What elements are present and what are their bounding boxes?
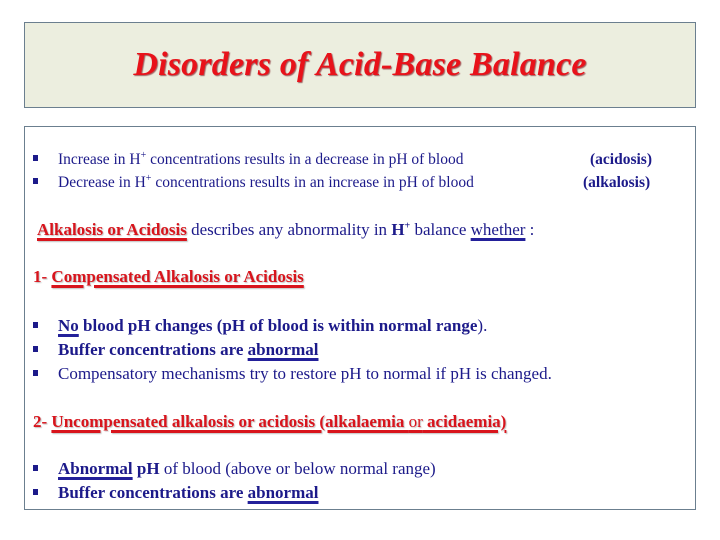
text: concentrations results in an increase in pH of blood bbox=[151, 174, 474, 191]
text: Abnormal bbox=[58, 459, 133, 478]
text: describes any abnormality in bbox=[186, 220, 392, 239]
text: acidaemia) bbox=[422, 412, 507, 431]
text: Compensatory mechanisms try to restore pH to normal if pH is changed. bbox=[58, 364, 552, 383]
superscript: + bbox=[140, 149, 147, 161]
text: balance bbox=[410, 220, 471, 239]
text: abnormal bbox=[247, 483, 319, 502]
bullet-icon bbox=[33, 370, 38, 376]
section-number: 1- bbox=[33, 267, 52, 286]
section2-heading bbox=[33, 412, 506, 432]
superscript: + bbox=[404, 220, 411, 232]
section1-bullet-3 bbox=[33, 364, 552, 384]
text: Buffer concentrations are bbox=[58, 340, 248, 359]
text: No bbox=[58, 316, 79, 335]
text: Uncompensated alkalosis or acidosis (alkalaemia bbox=[51, 412, 409, 431]
section2-bullet-2 bbox=[33, 483, 318, 503]
alkalosis-tag: (alkalosis) bbox=[583, 174, 651, 191]
bullet-icon bbox=[33, 489, 38, 495]
bullet-icon bbox=[33, 346, 38, 352]
content-box bbox=[24, 126, 696, 510]
superscript: + bbox=[145, 172, 152, 184]
text: concentrations results in a decrease in pH of blood bbox=[146, 151, 464, 168]
intro-bullet-2 bbox=[33, 174, 474, 192]
section-number: 2- bbox=[33, 412, 52, 431]
bullet-icon bbox=[33, 465, 38, 471]
definition-term: Alkalosis or Acidosis bbox=[37, 220, 187, 239]
text: Decrease in H bbox=[58, 174, 146, 191]
text: abnormal bbox=[247, 340, 319, 359]
definition-line bbox=[37, 220, 534, 240]
text: Buffer concentrations are bbox=[58, 483, 248, 502]
whether-word: whether bbox=[470, 220, 526, 239]
bullet-icon bbox=[33, 322, 38, 328]
bullet-icon bbox=[33, 178, 38, 184]
section2-bullet-1 bbox=[33, 459, 436, 479]
section1-bullet-1 bbox=[33, 316, 487, 336]
text: pH bbox=[132, 459, 160, 478]
acidosis-tag: (acidosis) bbox=[590, 151, 652, 168]
h-symbol: H bbox=[391, 220, 405, 239]
text: or bbox=[408, 412, 423, 431]
section1-heading bbox=[33, 267, 304, 287]
section-title bbox=[51, 412, 506, 431]
text: ). bbox=[477, 316, 488, 335]
section1-bullet-2 bbox=[33, 340, 318, 360]
title-box bbox=[24, 22, 696, 108]
text: : bbox=[525, 220, 535, 239]
text: of blood (above or below normal range) bbox=[159, 459, 436, 478]
slide-title: Disorders of Acid-Base Balance bbox=[133, 46, 587, 83]
text: Increase in H bbox=[58, 151, 141, 168]
intro-bullet-1 bbox=[33, 151, 464, 169]
section-title: Compensated Alkalosis or Acidosis bbox=[51, 267, 304, 286]
bullet-icon bbox=[33, 155, 38, 161]
text: blood pH changes (pH of blood is within normal range bbox=[78, 316, 478, 335]
